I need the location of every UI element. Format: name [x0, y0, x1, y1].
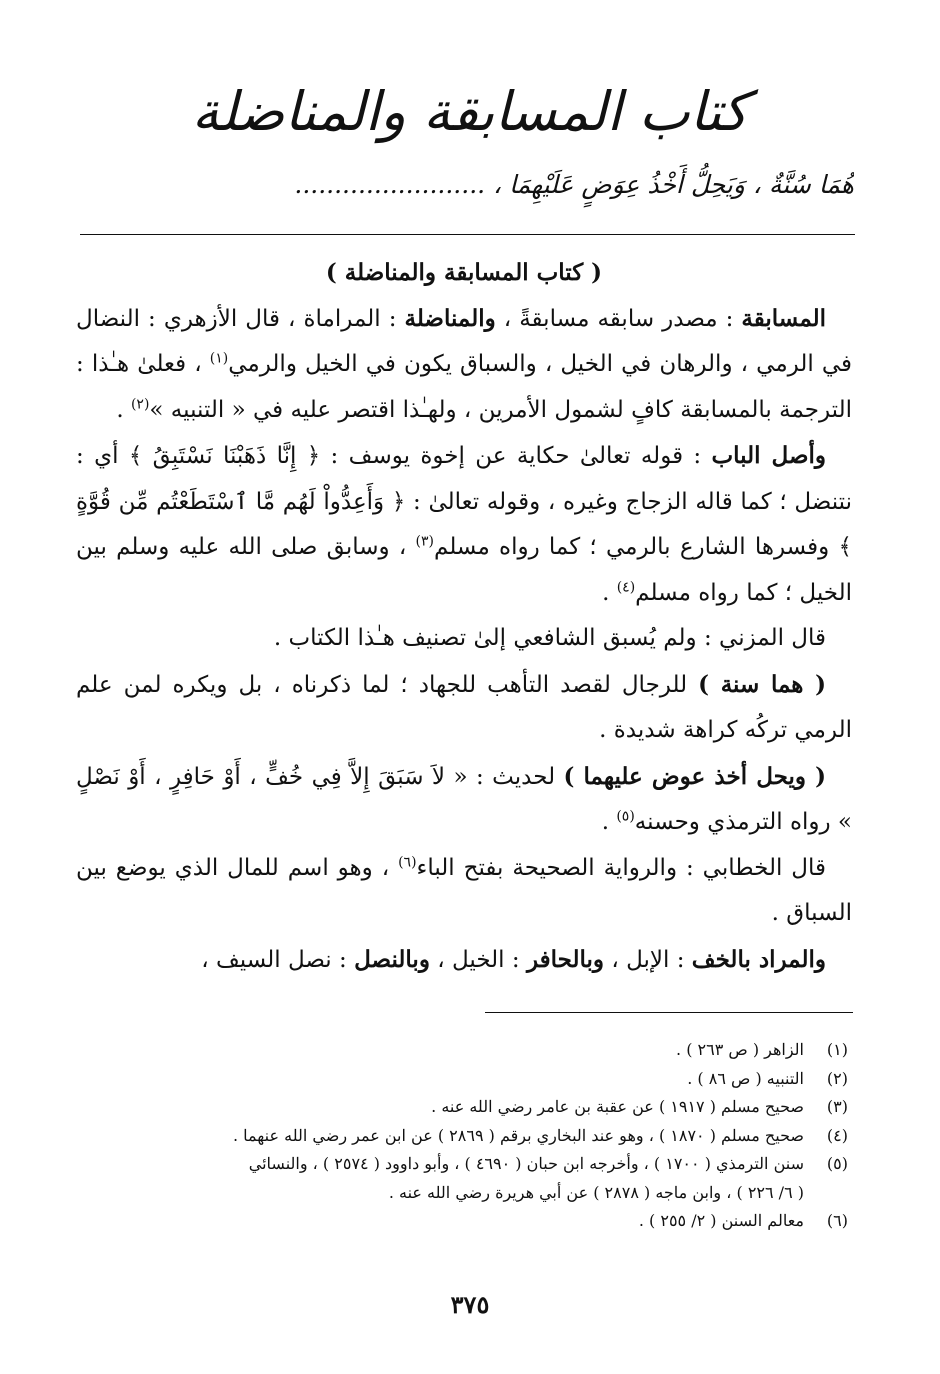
paragraph-text: .	[116, 396, 131, 423]
footnotes	[78, 1036, 848, 1236]
footnote-ref[interactable]: (٥)	[616, 808, 635, 825]
paragraph-text: ، فعلىٰ هـٰذا : الترجمة بالمسابقة كافٍ لشمول الأمرين ، ولهـٰذا اقتصر عليه في « التنبيه »	[76, 351, 852, 423]
section-heading: ( كتاب المسابقة والمناضلة )	[325, 259, 603, 286]
footnote-item	[78, 1093, 848, 1122]
footnote-item	[78, 1150, 848, 1179]
footnote-text: صحيح مسلم ( ١٨٧٠ ) ، وهو عند البخاري برقم ( ٢٨٦٩ ) عن ابن عمر رضي الله عنهما .	[233, 1125, 804, 1145]
matn-quote: ( هما سنة )	[698, 670, 827, 698]
paragraph-text: : قوله تعالىٰ حكاية عن إخوة يوسف : ﴿ إِنَّا ذَهَبْنَا نَسْتَبِقُ ﴾ أي : نتنضل ؛ كما قاله الزجاج وغيره ، وقوله تعالىٰ : ﴿ وَأَعِدُّواْ لَهُم مَّا ٱسْتَطَعْتُم مِّن قُوَّةٍ ﴾ وفسرها الشارع بالرمي ؛ كما رواه مسلم	[76, 443, 852, 560]
footnote-item	[78, 1036, 848, 1065]
footnote-text: الزاهر ( ص ٢٦٣ ) .	[676, 1040, 804, 1059]
paragraph-yahillu	[76, 754, 852, 846]
term-hafir: وبالحافر	[526, 945, 605, 973]
footnote-text: سنن الترمذي ( ١٧٠٠ ) ، وأخرجه ابن حبان ( ٤٦٩٠ ) ، وأبو داوود ( ٢٥٧٤ ) ، والنسائي	[248, 1154, 804, 1173]
paragraph-text: : الخيل ،	[429, 946, 527, 973]
commentary	[76, 250, 852, 983]
paragraph-murad	[76, 937, 852, 984]
footnote-continuation: ( ٦/ ٢٢٦ ) ، وابن ماجه ( ٢٨٧٨ ) عن أبي هريرة رضي الله عنه .	[388, 1182, 804, 1202]
footnote-ref[interactable]: (٤)	[616, 578, 636, 595]
book-title: كتاب المسابقة والمناضلة	[191, 80, 749, 143]
footnote-divider	[485, 1012, 853, 1013]
footnote-item	[78, 1122, 848, 1151]
matn-line	[84, 160, 854, 210]
matn-text: هُمَا سُنَّةٌ ، وَيَحِلُّ أَخْذُ عِوَضٍ عَلَيْهِمَا ،	[493, 170, 854, 199]
footnote-text: صحيح مسلم ( ١٩١٧ ) عن عقبة بن عامر رضي الله عنه .	[431, 1097, 804, 1116]
matn-quote: ( ويحل أخذ عوض عليهما )	[563, 762, 826, 790]
footnote-item	[78, 1207, 848, 1236]
footnote-text: معالم السنن ( ٢/ ٢٥٥ ) .	[638, 1211, 804, 1230]
term-nasl: وبالنصل	[354, 945, 430, 973]
footnote-item	[78, 1065, 848, 1094]
footnote-ref[interactable]: (٣)	[415, 533, 435, 550]
paragraph-text: : نصل السيف ،	[201, 946, 355, 973]
paragraph-asl-albab	[76, 433, 852, 616]
footnote-number: (٤)	[826, 1125, 848, 1145]
page-number: ٣٧٥	[450, 1290, 490, 1319]
term-asl-albab: وأصل الباب	[711, 442, 827, 469]
footnote-ref[interactable]: (٢)	[130, 395, 150, 412]
term-khuff: والمراد بالخف	[691, 945, 826, 973]
paragraph-text: : الإبل ،	[604, 946, 692, 973]
paragraph-text: : المراماة ، قال الأزهري : النضال في الرمي ، والرهان في الخيل ، والسباق يكون في الخيل والرمي	[76, 305, 852, 377]
paragraph-text: لحديث : « لاَ سَبَقَ إِلاَّ فِي خُفٍّ ، أَوْ حَافِرٍ ، أَوْ نَصْلٍ » رواه الترمذي وحسنه	[76, 763, 852, 835]
paragraph-muzani: قال المزني : ولم يُسبق الشافعي إلىٰ تصنيف هـٰذا الكتاب .	[273, 625, 826, 651]
term-munadala: والمناضلة	[404, 304, 496, 332]
paragraph-musabaqa	[76, 296, 852, 434]
paragraph-text: للرجال لقصد التأهب للجهاد ؛ لما ذكرناه ، بل ويكره لمن علم الرمي تركُه كراهة شديدة .	[76, 671, 852, 743]
paragraph-text: ، وسابق صلى الله عليه وسلم بين الخيل ؛ كما رواه مسلم	[76, 534, 852, 606]
term-musabaqa: المسابقة	[741, 304, 827, 332]
paragraph-text: .	[602, 579, 617, 606]
footnote-ref[interactable]: (٦)	[398, 853, 417, 870]
top-divider	[80, 234, 855, 235]
paragraph-text: قال الخطابي : والرواية الصحيحة بفتح الباء	[416, 854, 826, 881]
paragraph-huma-sunna	[76, 662, 852, 754]
footnote-number: (٦)	[826, 1211, 848, 1230]
footnote-number: (٣)	[826, 1097, 848, 1116]
paragraph-text: : مصدر سابقه مسابقةً ،	[495, 305, 742, 332]
paragraph-khattabi	[76, 846, 852, 937]
footnote-ref[interactable]: (١)	[209, 350, 229, 367]
paragraph-text: ، وهو اسم للمال الذي يوضع بين السباق .	[76, 854, 852, 926]
paragraph-text: .	[601, 809, 617, 835]
matn-dots: ........................	[294, 170, 486, 199]
footnote-number: (٥)	[826, 1154, 848, 1173]
footnote-number: (١)	[826, 1040, 848, 1059]
footnote-text: التنبيه ( ص ٨٦ ) .	[687, 1068, 804, 1088]
footnote-number: (٢)	[826, 1068, 848, 1088]
